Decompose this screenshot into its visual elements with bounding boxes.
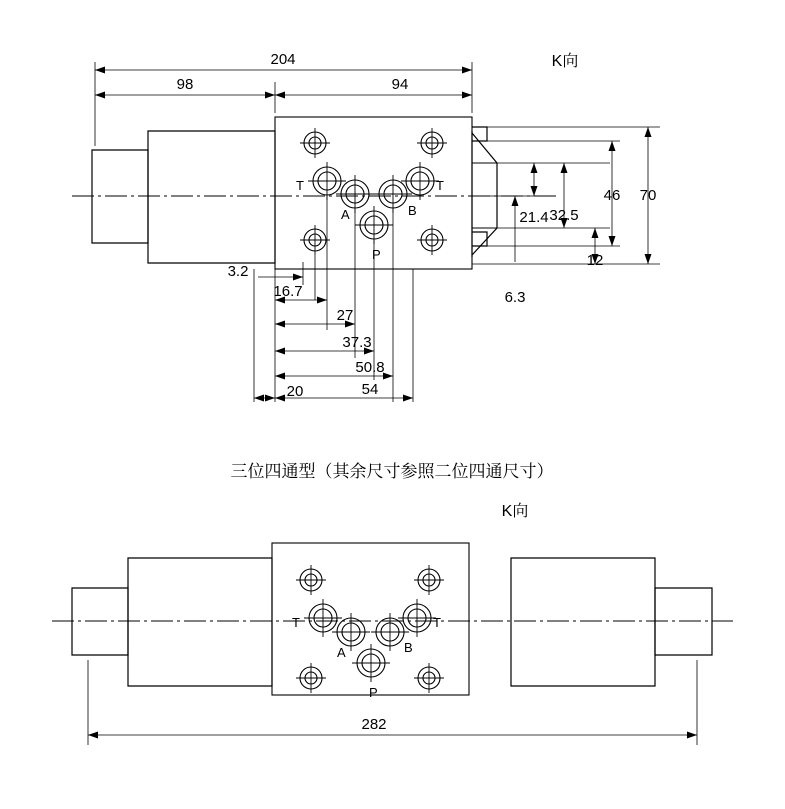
bolt-hole-bottomview-top-left <box>296 565 326 595</box>
bolt-hole-bottomview-top-right <box>414 565 444 595</box>
svg-text:98: 98 <box>176 76 194 93</box>
svg-text:6.3: 6.3 <box>504 289 526 306</box>
dim-282 <box>88 716 697 739</box>
dim-204 <box>95 51 472 74</box>
port-label-b-bottom: B <box>404 640 413 655</box>
port-label-p: P <box>372 247 381 262</box>
dim-16-7 <box>273 283 327 304</box>
dim-50-8 <box>275 359 393 380</box>
flange-tab-bottom-right <box>472 232 487 246</box>
dim-27 <box>275 307 355 328</box>
svg-text:46: 46 <box>603 187 621 204</box>
svg-text:282: 282 <box>361 716 387 733</box>
dim-98 <box>95 76 275 99</box>
svg-text:54: 54 <box>361 381 379 398</box>
k-view-projection-outline <box>472 133 497 255</box>
solenoid-body-left-bottom <box>128 558 272 686</box>
dim-94 <box>275 76 472 99</box>
svg-text:16.7: 16.7 <box>273 283 303 300</box>
port-label-t-left: T <box>296 178 304 193</box>
solenoid-tip-left <box>92 150 148 243</box>
svg-text:94: 94 <box>391 76 409 93</box>
dim-32-5 <box>549 163 578 228</box>
view-label-bottom: K向 <box>501 503 529 520</box>
port-t-left-bottom <box>304 599 342 637</box>
svg-text:12: 12 <box>586 252 604 269</box>
port-label-t-right-bottom: T <box>433 615 441 630</box>
port-label-p-bottom: P <box>369 685 378 700</box>
dim-21-4 <box>519 163 548 226</box>
dim-70 <box>640 127 657 264</box>
svg-text:32.5: 32.5 <box>549 207 579 224</box>
port-p <box>355 206 393 244</box>
svg-text:27: 27 <box>336 307 354 324</box>
svg-text:37.3: 37.3 <box>342 334 372 351</box>
bolt-hole-bottomview-bottom-left <box>296 663 326 693</box>
svg-text:20: 20 <box>286 383 304 400</box>
dim-37-3 <box>275 334 374 355</box>
svg-text:70: 70 <box>639 187 657 204</box>
dim-46 <box>604 141 621 246</box>
flange-tab-top-right <box>472 127 487 141</box>
view-label-top: K向 <box>551 53 579 70</box>
svg-text:21.4: 21.4 <box>519 209 549 226</box>
figure-caption: 三位四通型（其余尺寸参照二位四通尺寸） <box>230 462 554 481</box>
svg-text:50.8: 50.8 <box>355 359 385 376</box>
svg-text:3.2: 3.2 <box>227 263 249 280</box>
port-label-t-left-bottom: T <box>292 615 300 630</box>
solenoid-body-right-bottom <box>511 558 655 686</box>
port-label-t-right: T <box>436 178 444 193</box>
solenoid-body-left <box>148 131 275 263</box>
bolt-hole-bottomview-bottom-right <box>414 663 444 693</box>
solenoid-tip-right-bottom <box>655 588 712 655</box>
port-label-b: B <box>408 203 417 218</box>
dim-12 <box>587 228 604 269</box>
bolt-hole-top-left <box>300 128 330 158</box>
port-p-bottom <box>352 644 390 682</box>
port-label-a-bottom: A <box>337 645 346 660</box>
bolt-hole-bottom-left <box>300 225 330 255</box>
bolt-hole-top-right <box>417 128 447 158</box>
port-label-a: A <box>341 207 350 222</box>
svg-text:204: 204 <box>270 51 296 68</box>
solenoid-tip-left-bottom <box>72 588 128 655</box>
bolt-hole-bottom-right <box>417 225 447 255</box>
dim-3-2 <box>228 263 303 281</box>
